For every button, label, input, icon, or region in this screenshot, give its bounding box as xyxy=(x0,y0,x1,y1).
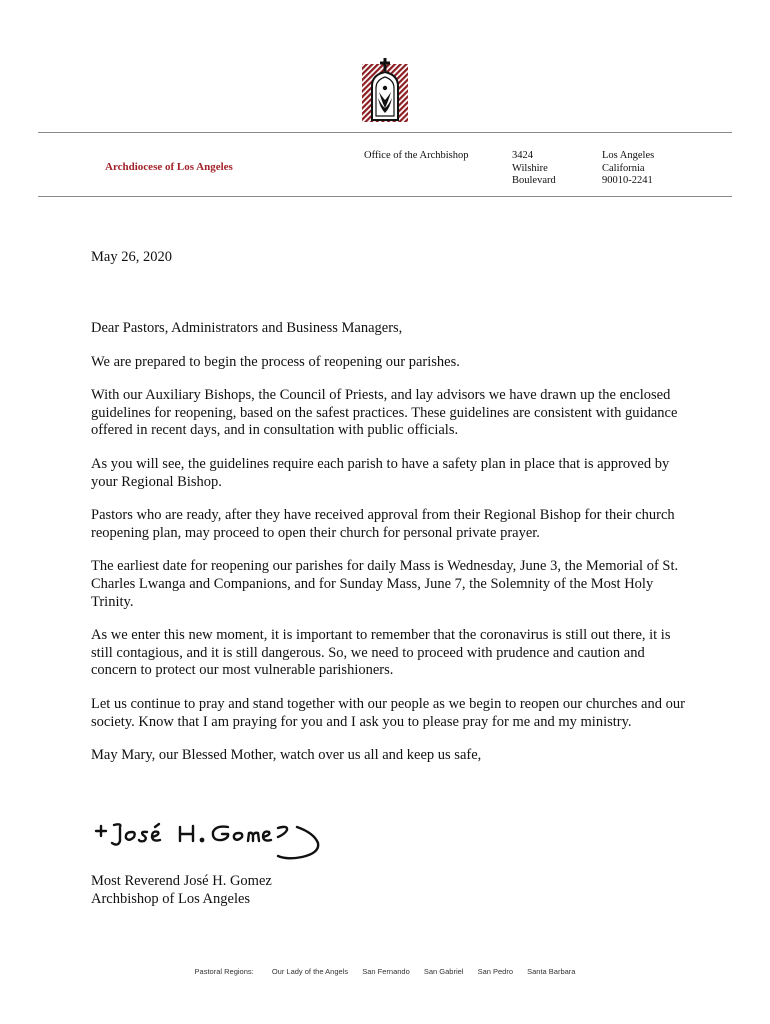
signer-name: Most Reverend José H. Gomez xyxy=(91,873,272,889)
address-line: Boulevard xyxy=(512,175,556,186)
footer-region: Santa Barbara xyxy=(527,967,576,976)
letterhead-top-rule xyxy=(38,132,732,133)
body-paragraph: The earliest date for reopening our parishes for daily Mass is Wednesday, June 3, the Memorial of St. Charles Lwanga and Companions, and for Sunday Mass, June 7, the Solemnity of the Most Holy Trinity. xyxy=(91,558,679,610)
letter-body xyxy=(91,320,691,781)
footer-region: San Pedro xyxy=(477,967,514,976)
footer-label: Pastoral Regions: xyxy=(194,967,254,976)
organization-name: Archdiocese of Los Angeles xyxy=(105,161,233,173)
body-paragraph: As you will see, the guidelines require each parish to have a safety plan in place that is approved by your Regional Bishop. xyxy=(91,455,670,490)
letter-date: May 26, 2020 xyxy=(91,249,172,265)
salutation: Dear Pastors, Administrators and Business Managers, xyxy=(91,320,403,336)
address-line: 3424 xyxy=(512,150,533,161)
signer-title: Archbishop of Los Angeles xyxy=(91,890,251,907)
letterhead-bottom-rule xyxy=(38,196,732,197)
archdiocese-cross-seal-icon xyxy=(360,58,410,122)
address-line: 90010-2241 xyxy=(602,175,653,186)
footer-region: Our Lady of the Angels xyxy=(271,967,349,976)
body-paragraph: Pastors who are ready, after they have received approval from their Regional Bishop for their church reopening plan, may proceed to open their church for personal private prayer. xyxy=(91,507,675,541)
footer-region: San Gabriel xyxy=(423,967,464,976)
address-city xyxy=(602,150,654,188)
address-line: Wilshire xyxy=(512,162,548,174)
address-line: California xyxy=(602,162,645,174)
office-name: Office of the Archbishop xyxy=(364,150,469,161)
footer-pastoral-regions xyxy=(0,967,770,976)
handwritten-signature xyxy=(92,815,332,867)
body-paragraph: We are prepared to begin the process of reopening our parishes. xyxy=(91,353,460,370)
footer-region: San Fernando xyxy=(362,967,410,976)
closing-line: May Mary, our Blessed Mother, watch over us all and keep us safe, xyxy=(91,747,482,764)
address-line: Los Angeles xyxy=(602,150,655,161)
body-paragraph: As we enter this new moment, it is important to remember that the coronavirus is still out there, it is still contagious, and it is still dangerous. So, we need to proceed with prudence and caution and concern to protect our most vulnerable parishioners. xyxy=(91,627,671,679)
body-paragraph: Let us continue to pray and stand together with our people as we begin to reopen our churches and our society. Know that I am praying for you and I ask you to please pray for me and my ministry. xyxy=(91,695,685,730)
signer-block xyxy=(91,873,272,908)
body-paragraph: With our Auxiliary Bishops, the Council of Priests, and lay advisors we have drawn up the enclosed guidelines for reopening, based on the safest practices. These guidelines are consistent with guidance offered in recent days, and in consultation with public officials. xyxy=(91,387,678,439)
address-street xyxy=(512,150,556,188)
